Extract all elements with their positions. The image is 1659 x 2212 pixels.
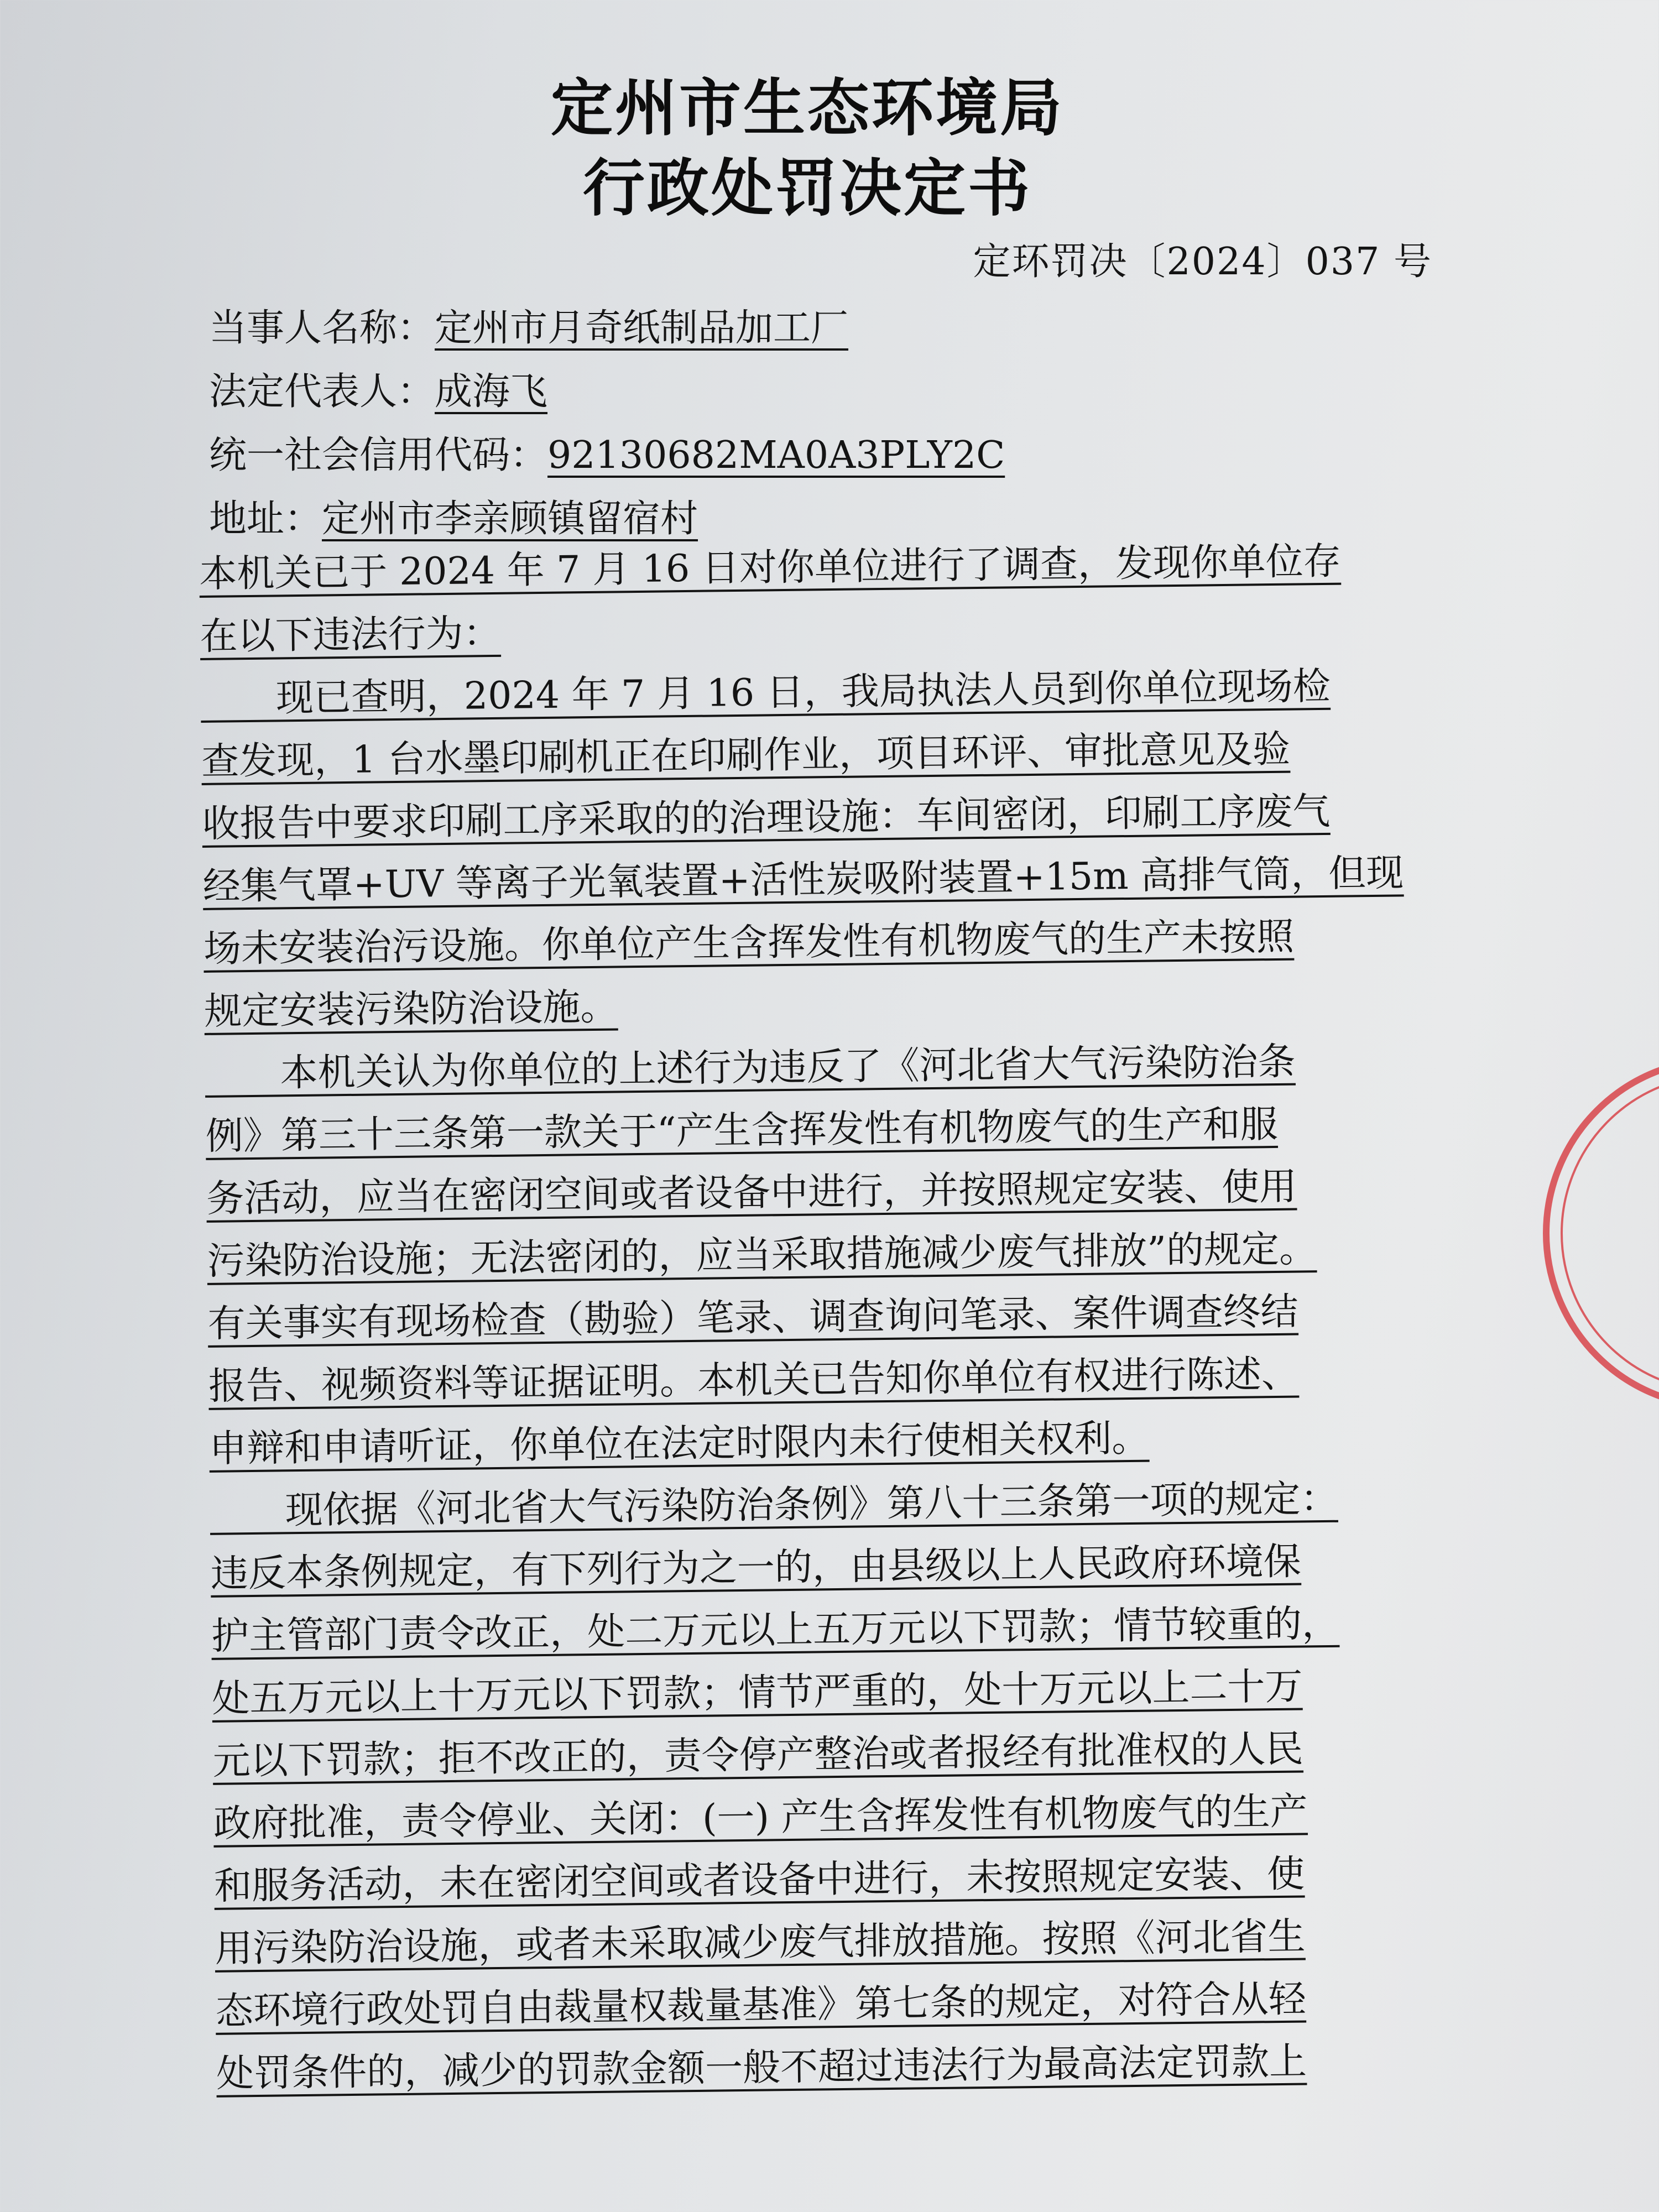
body-line: 态环境行政处罚自由裁量权裁量基准》第七条的规定，对符合从轻: [215, 1977, 1307, 2033]
party-name-label: 当事人名称：: [209, 306, 435, 350]
body-line: 在以下违法行为：: [200, 611, 502, 659]
official-seal-stamp: [1543, 1056, 1659, 1410]
credit-code-row: [209, 434, 1005, 477]
body-line: 政府批准，责令停业、关闭：(一) 产生含挥发性有机物废气的生产: [213, 1790, 1308, 1846]
body-line: 报告、视频资料等证据证明。本机关已告知你单位有权进行陈述、: [208, 1352, 1300, 1408]
legal-rep-row: [209, 370, 548, 414]
legal-rep-value: 成海飞: [435, 370, 548, 414]
body-line: 收报告中要求印刷工序采取的的治理设施：车间密闭，印刷工序废气: [202, 789, 1331, 846]
address-row: [209, 497, 698, 541]
body-line: 有关事实有现场检查（勘验）笔录、调查询问笔录、案件调查终结: [207, 1290, 1299, 1346]
body-line: 和服务活动，未在密闭空间或者设备中进行，未按照规定安装、使: [213, 1852, 1305, 1908]
body-line: 用污染防治设施，或者未采取减少废气排放措施。按照《河北省生: [215, 1914, 1306, 1971]
body-line: 本机关认为你单位的上述行为违反了《河北省大气污染防治条: [205, 1040, 1296, 1096]
body-line: 污染防治设施；无法密闭的，应当采取措施减少废气排放”的规定。: [207, 1227, 1317, 1284]
party-name-value: 定州市月奇纸制品加工厂: [435, 306, 849, 350]
body-line: 务活动，应当在密闭空间或者设备中进行，并按照规定安装、使用: [206, 1165, 1297, 1221]
body-line: 本机关已于 2024 年 7 月 16 日对你单位进行了调查，发现你单位存: [199, 539, 1342, 596]
address-label: 地址：: [209, 497, 322, 541]
body-line: 查发现，1 台水墨印刷机正在印刷作业，项目环评、审批意见及验: [201, 727, 1291, 784]
body-line: 申辩和申请听证，你单位在法定时限内未行使相关权利。: [208, 1416, 1150, 1471]
body-line: 护主管部门责令改正，处二万元以上五万元以下罚款；情节较重的，: [211, 1601, 1340, 1658]
credit-code-value: 92130682MA0A3PLY2C: [547, 434, 1005, 477]
body-line: 处罚条件的，减少的罚款金额一般不超过违法行为最高法定罚款上: [216, 2039, 1307, 2096]
body-line: 现已查明，2024 年 7 月 16 日，我局执法人员到你单位现场检: [200, 664, 1331, 721]
address-value: 定州市李亲顾镇留宿村: [322, 497, 698, 541]
body-line: 违反本条例规定，有下列行为之一的，由县级以上人民政府环境保: [210, 1540, 1302, 1596]
document-title: 行政处罚决定书: [583, 152, 1032, 225]
credit-code-label: 统一社会信用代码：: [209, 434, 548, 477]
issuer-title: 定州市生态环境局: [551, 72, 1064, 144]
decision-body: [199, 539, 1433, 2118]
party-name-row: [209, 306, 849, 350]
body-line: 场未安装治污设施。你单位产生含挥发性有机物废气的生产未按照: [203, 915, 1295, 971]
body-line: 规定安装污染防治设施。: [204, 985, 618, 1034]
body-line: 元以下罚款；拒不改正的，责令停产整治或者报经有批准权的人民: [212, 1727, 1304, 1783]
document-number: 定环罚决〔2024〕037 号: [973, 240, 1432, 284]
body-line: 经集气罩+UV 等离子光氧装置+活性炭吸附装置+15m 高排气筒，但现: [202, 851, 1404, 909]
body-line: 现依据《河北省大气污染防治条例》第八十三条第一项的规定：: [210, 1477, 1338, 1533]
body-line: 例》第三十三条第一款关于“产生含挥发性有机物废气的生产和服: [205, 1102, 1279, 1159]
legal-rep-label: 法定代表人：: [209, 370, 435, 414]
body-line: 处五万元以上十万元以下罚款；情节严重的，处十万元以上二十万: [212, 1665, 1303, 1721]
